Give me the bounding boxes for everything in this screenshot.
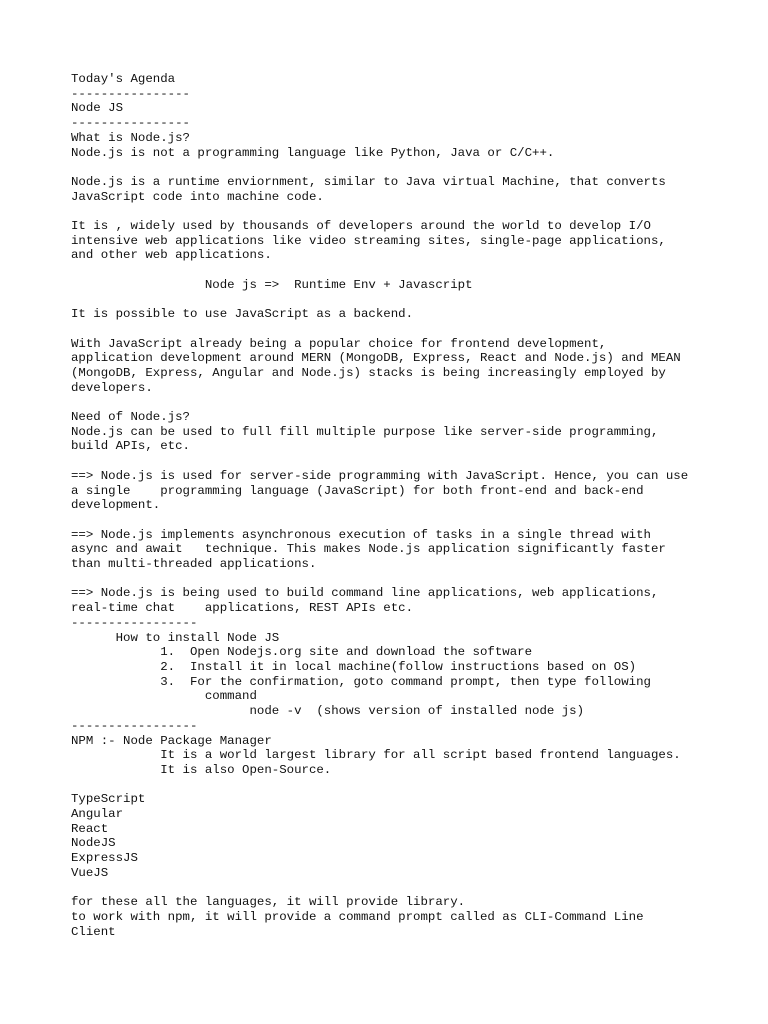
text-line: developers. (71, 380, 153, 395)
text-line (71, 160, 751, 175)
text-line: ==> Node.js is used for server-side programming with JavaScript. Hence, you can use (71, 468, 689, 483)
text-line: (MongoDB, Express, Angular and Node.js) stacks is being increasingly employed by (71, 365, 666, 380)
text-line (71, 322, 751, 337)
text-line: ----------------- (71, 615, 198, 630)
text-line: ---------------- (71, 86, 190, 101)
text-line (71, 513, 751, 528)
text-line: build APIs, etc. (71, 439, 190, 454)
text-line: NodeJS (71, 836, 116, 851)
text-line: 1. Open Nodejs.org site and download the software (71, 645, 533, 660)
text-line (71, 204, 751, 219)
text-line: a single programming language (JavaScript) for both front-end and back-end (71, 483, 644, 498)
text-line (71, 263, 751, 278)
text-line (71, 454, 751, 469)
text-line: Angular (71, 807, 124, 821)
text-line: for these all the languages, it will provide library. (71, 895, 466, 910)
text-line: Node.js is a runtime enviornment, similar to Java virtual Machine, that converts (71, 174, 666, 189)
text-line: application development around MERN (MongoDB, Express, React and Node.js) and MEAN (71, 351, 681, 366)
text-line: than multi-threaded applications. (71, 557, 317, 572)
text-line: It is also Open-Source. (71, 762, 332, 777)
text-line: ----------------- (71, 718, 198, 733)
text-line: Node.js can be used to full fill multiple purpose like server-side programming, (71, 424, 659, 439)
text-line: node -v (shows version of installed node js) (71, 704, 585, 719)
text-line: Need of Node.js? (71, 410, 190, 425)
document-page (71, 72, 751, 939)
text-line: 3. For the confirmation, goto command prompt, then type following (71, 674, 651, 689)
text-line: ExpressJS (71, 851, 138, 866)
text-line: ==> Node.js implements asynchronous execution of tasks in a single thread with (71, 527, 651, 542)
text-line: What is Node.js? (71, 130, 190, 145)
text-line: async and await technique. This makes Node.js application significantly faster (71, 542, 666, 557)
text-line: NPM :- Node Package Manager (71, 733, 272, 748)
text-line: VueJS (71, 865, 109, 880)
text-line: 2. Install it in local machine(follow instructions based on OS) (71, 659, 637, 674)
text-line: Node JS (71, 101, 124, 116)
text-line: ==> Node.js is being used to build command line applications, web applications, (71, 586, 659, 601)
text-line: With JavaScript already being a popular choice for frontend development, (71, 336, 607, 351)
text-line: It is possible to use JavaScript as a backend. (71, 307, 414, 322)
text-line (71, 881, 751, 896)
text-line: JavaScript code into machine code. (71, 189, 324, 204)
text-line: It is a world largest library for all script based frontend languages. (71, 748, 681, 763)
text-line: Today's Agenda (71, 72, 176, 86)
text-line (71, 395, 751, 410)
text-line: Client (71, 924, 116, 939)
text-line: Node.js is not a programming language like Python, Java or C/C++. (71, 145, 555, 160)
text-line (71, 778, 751, 793)
text-line: TypeScript (71, 792, 146, 807)
text-line (71, 293, 751, 308)
text-line: ---------------- (71, 116, 190, 131)
text-line: How to install Node JS (71, 630, 280, 645)
text-line: and other web applications. (71, 248, 272, 263)
text-line: to work with npm, it will provide a command prompt called as CLI-Command Line (71, 909, 644, 924)
text-line (71, 572, 751, 587)
text-line: command (71, 689, 257, 704)
text-line: It is , widely used by thousands of developers around the world to develop I/O (71, 219, 651, 233)
text-line: Node js => Runtime Env + Javascript (71, 277, 473, 292)
text-line: development. (71, 498, 161, 513)
text-line: React (71, 821, 109, 836)
text-line: intensive web applications like video streaming sites, single-page applications, (71, 233, 666, 248)
text-line: real-time chat applications, REST APIs etc. (71, 601, 414, 616)
